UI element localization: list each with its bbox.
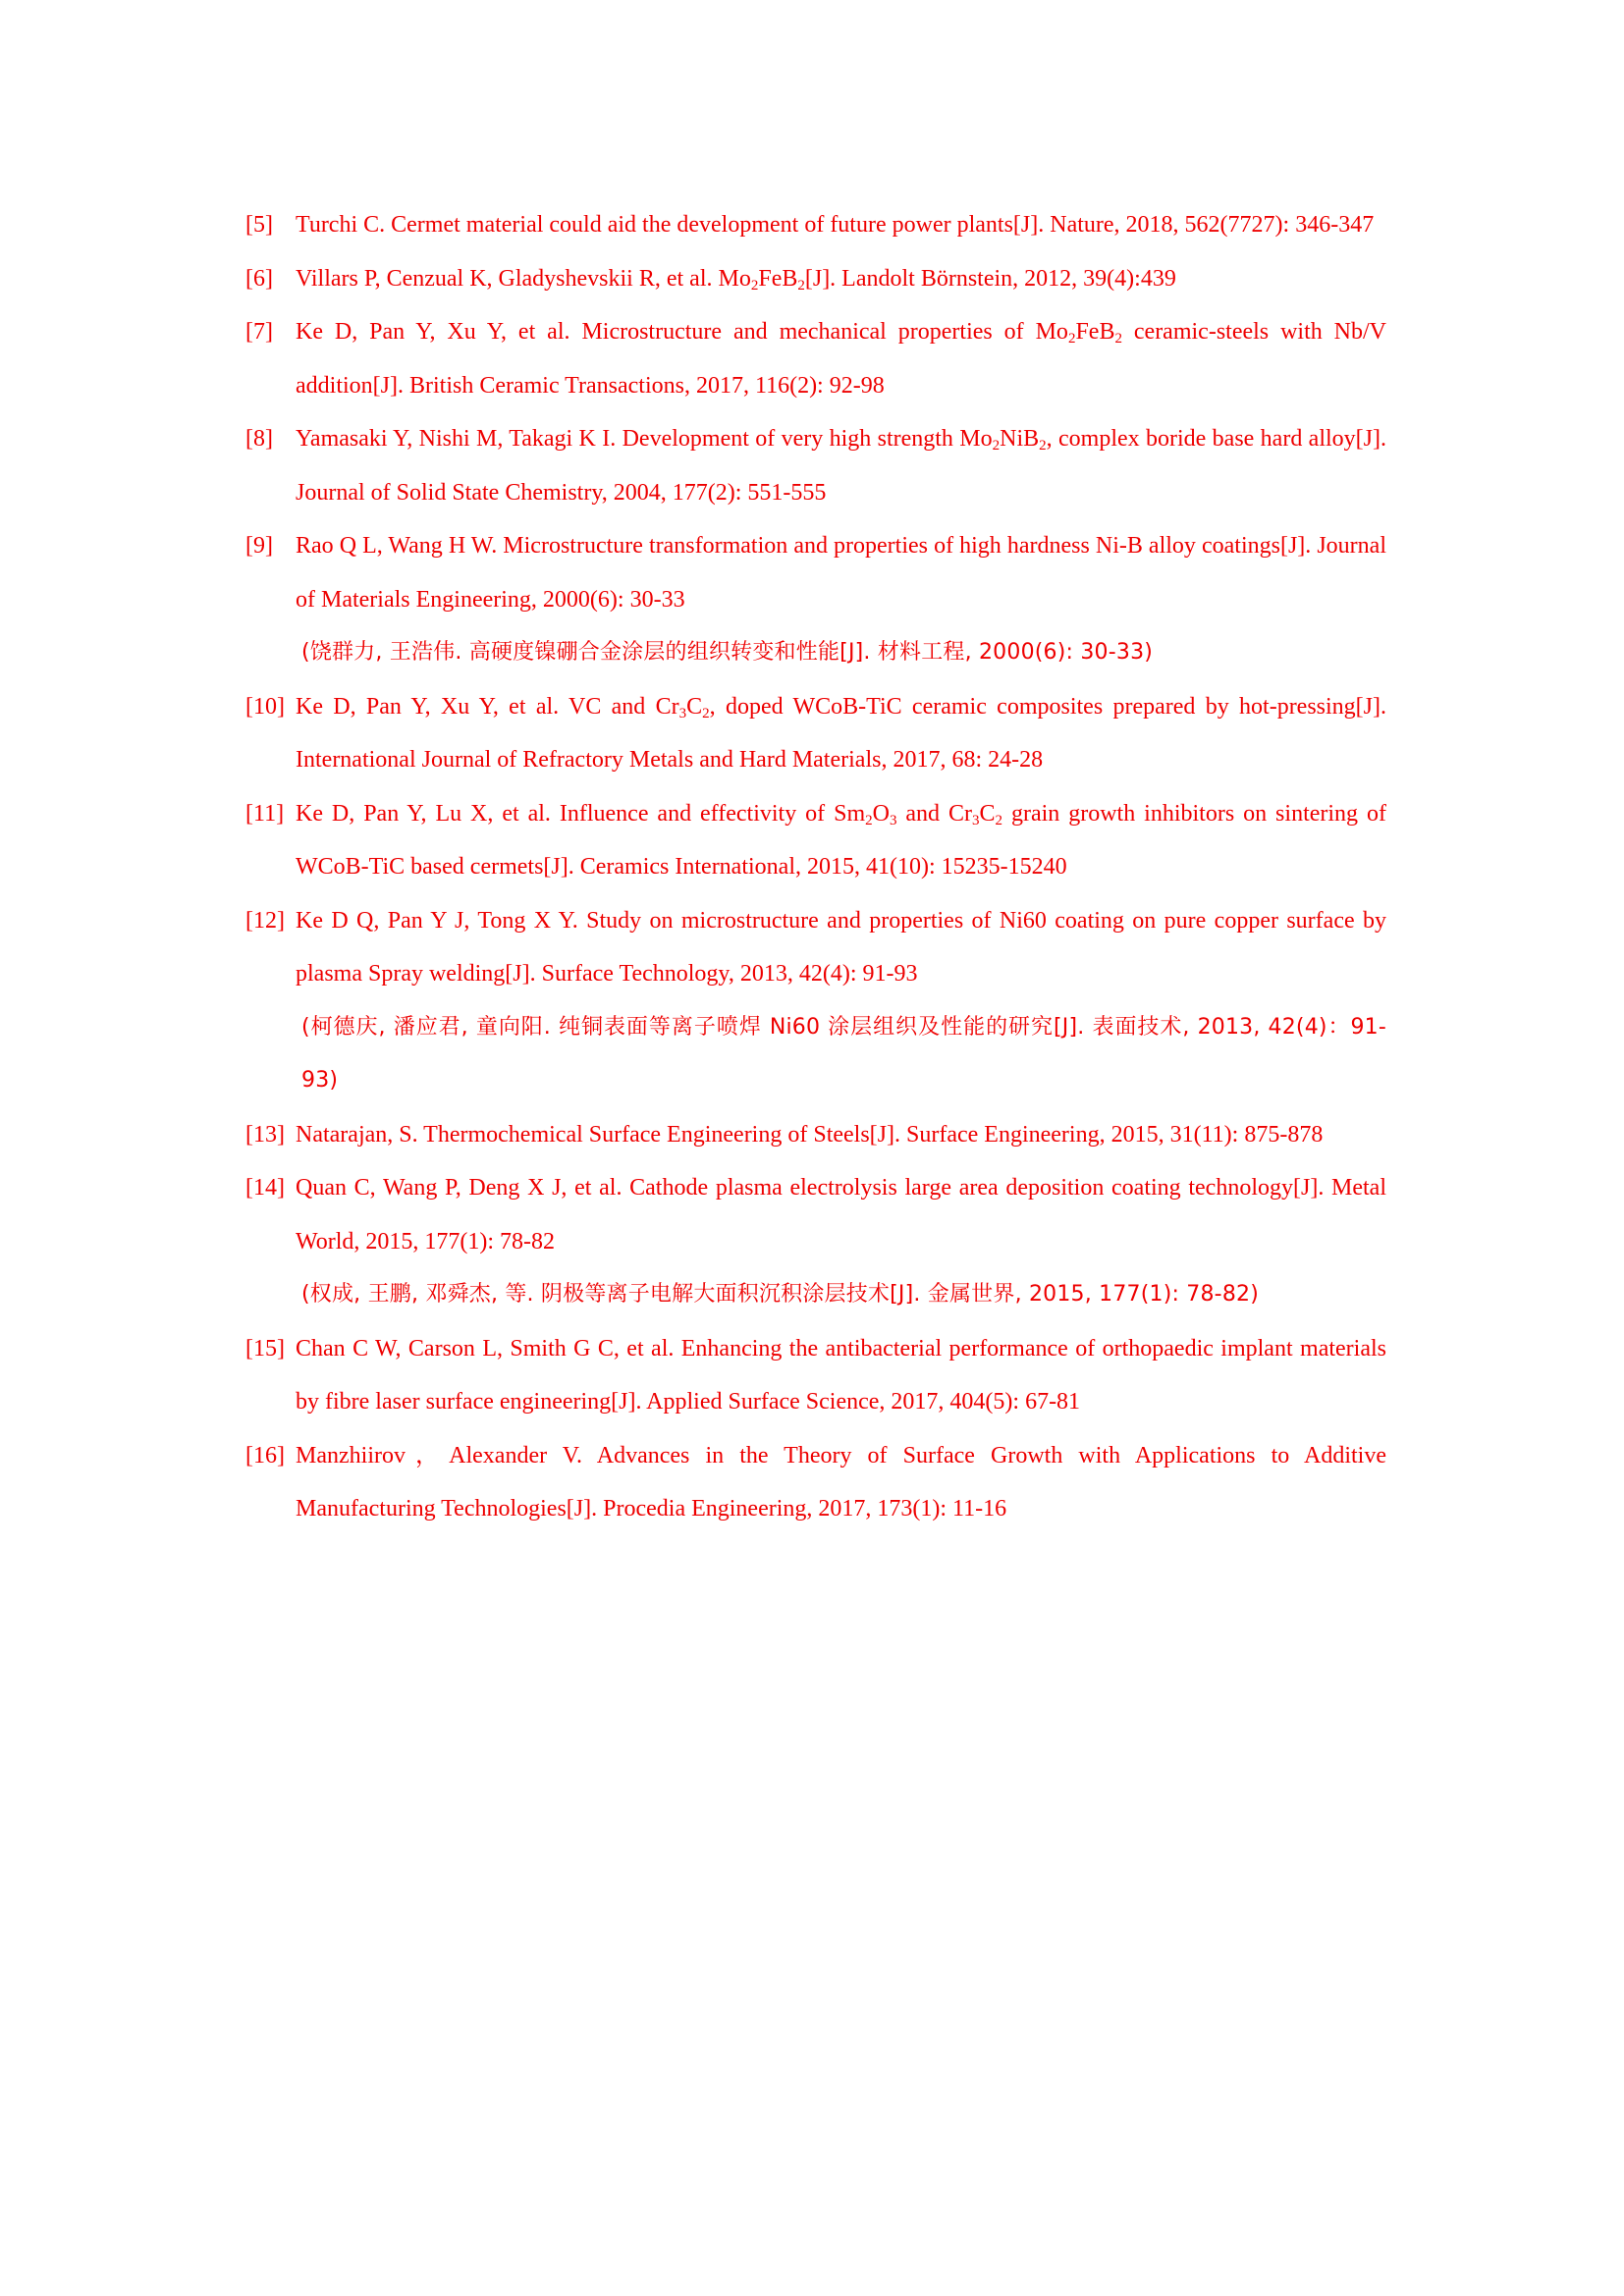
reference-number: [10]: [245, 693, 285, 720]
reference-text-segment: Rao Q L, Wang H W. Microstructure transformation and properties of high hardness Ni-B alloy coatings[J]. Journal of Materials Engineering, 2000(6): 30-33: [296, 533, 1386, 613]
reference-number: [15]: [245, 1335, 285, 1362]
reference-text-segment: Quan C, Wang P, Deng X J, et al. Cathode plasma electrolysis large area deposition coating technology[J]. Metal World, 2015, 177(1): 78-82: [296, 1175, 1386, 1255]
subscript: 2: [1067, 331, 1076, 347]
reference-chinese-translation: (饶群力, 王浩伟. 高硬度镍硼合金涂层的组织转变和性能[J]. 材料工程, 2000(6): 30-33): [301, 640, 1154, 665]
reference-text: [296, 198, 1386, 252]
reference-item: [245, 1108, 1386, 1162]
reference-item: [245, 519, 1386, 680]
reference-text: [296, 412, 1386, 519]
subscript: 2: [1114, 331, 1122, 347]
reference-text-segment: FeB: [1075, 319, 1115, 345]
reference-text: [296, 1322, 1386, 1429]
subscript: 2: [1039, 438, 1047, 454]
reference-item: [245, 1322, 1386, 1429]
reference-text-segment: Ke D Q, Pan Y J, Tong X Y. Study on microstructure and properties of Ni60 coating on pure copper surface by plasma Spray welding[J]. Surface Technology, 2013, 42(4): 91-93: [296, 907, 1386, 987]
reference-text-segment: Chan C W, Carson L, Smith G C, et al. Enhancing the antibacterial performance of orthopaedic implant materials by fibre laser surface engineering[J]. Applied Surface Science, 2017, 404(5): 67-81: [296, 1335, 1386, 1415]
reference-number: [11]: [245, 800, 285, 827]
reference-text-segment: C: [979, 800, 996, 827]
reference-text-segment: Natarajan, S. Thermochemical Surface Engineering of Steels[J]. Surface Engineering, 2015, 31(11): 875-878: [296, 1121, 1324, 1148]
reference-text-segment: Yamasaki Y, Nishi M, Takagi K I. Development of very high strength Mo: [296, 426, 993, 452]
subscript: 3: [678, 705, 687, 721]
reference-number: [14]: [245, 1175, 285, 1201]
reference-text-segment: grain growth inhibitors on sintering of WCoB-TiC based cermets[J]. Ceramics International, 2015, 41(10): 15235-15240: [296, 800, 1386, 880]
reference-list: [245, 198, 1386, 1536]
reference-number: [12]: [245, 907, 285, 934]
reference-text: [296, 1108, 1386, 1162]
reference-text: [296, 1429, 1386, 1536]
subscript: 3: [972, 812, 980, 828]
reference-item: [245, 787, 1386, 894]
reference-text: [296, 1161, 1386, 1268]
reference-text-segment: ceramic-steels with Nb/V addition[J]. British Ceramic Transactions, 2017, 116(2): 92-98: [296, 319, 1386, 399]
reference-text-segment: O: [872, 800, 890, 827]
reference-item: [245, 1429, 1386, 1536]
subscript: 2: [995, 812, 1003, 828]
reference-text-segment: Turchi C. Cermet material could aid the development of future power plants[J]. Nature, 2018, 562(7727): 346-347: [296, 212, 1375, 238]
reference-text-segment: NiB: [1000, 426, 1040, 452]
reference-text-segment: Ke D, Pan Y, Xu Y, et al. Microstructure and mechanical properties of Mo: [296, 319, 1068, 345]
reference-number: [7]: [245, 319, 273, 345]
reference-item: [245, 305, 1386, 412]
reference-text: [296, 894, 1386, 1001]
subscript: 2: [797, 277, 805, 294]
reference-text-segment: , complex boride base hard alloy[J]. Journal of Solid State Chemistry, 2004, 177(2): 551-555: [296, 426, 1386, 506]
reference-item: [245, 198, 1386, 252]
reference-item: [245, 894, 1386, 1108]
reference-text-segment: FeB: [758, 265, 798, 292]
reference-text-segment: Ke D, Pan Y, Lu X, et al. Influence and effectivity of Sm: [296, 800, 866, 827]
reference-text-segment: and Cr: [896, 800, 972, 827]
reference-item: [245, 1161, 1386, 1322]
reference-text: [296, 519, 1386, 626]
reference-text-segment: Ke D, Pan Y, Xu Y, et al. VC and Cr: [296, 693, 679, 720]
reference-number: [5]: [245, 212, 273, 238]
reference-text-segment: , doped WCoB-TiC ceramic composites prepared by hot-pressing[J]. International Journal of Refractory Metals and Hard Materials, 2017, 68: 24-28: [296, 693, 1387, 773]
subscript: 2: [992, 438, 1001, 454]
reference-number: [16]: [245, 1442, 285, 1468]
reference-chinese-translation: (柯德庆, 潘应君, 童向阳. 纯铜表面等离子喷焊 Ni60 涂层组织及性能的研究[J]. 表面技术, 2013, 42(4)：91-93): [301, 1014, 1386, 1093]
subscript: 2: [750, 277, 759, 294]
reference-item: [245, 252, 1386, 306]
subscript: 2: [865, 812, 873, 828]
subscript: 3: [889, 812, 897, 828]
reference-number: [13]: [245, 1121, 285, 1148]
reference-text: [296, 305, 1386, 412]
reference-text-segment: Manzhiirov，Alexander V. Advances in the Theory of Surface Growth with Applications to Additive Manufacturing Technologies[J]. Procedia Engineering, 2017, 173(1): 11-16: [296, 1442, 1386, 1522]
subscript: 2: [702, 705, 710, 721]
reference-text: [296, 680, 1386, 787]
reference-number: [6]: [245, 265, 273, 292]
reference-chinese-translation: (权成, 王鹏, 邓舜杰, 等. 阴极等离子电解大面积沉积涂层技术[J]. 金属世界, 2015, 177(1): 78-82): [301, 1282, 1260, 1307]
reference-text: [296, 252, 1386, 306]
reference-item: [245, 412, 1386, 519]
reference-text: [296, 787, 1386, 894]
reference-number: [8]: [245, 426, 273, 452]
reference-text-segment: C: [686, 693, 703, 720]
reference-item: [245, 680, 1386, 787]
reference-text-segment: [J]. Landolt Börnstein, 2012, 39(4):439: [804, 265, 1176, 292]
reference-text-segment: Villars P, Cenzual K, Gladyshevskii R, et al. Mo: [296, 265, 751, 292]
reference-number: [9]: [245, 533, 273, 559]
